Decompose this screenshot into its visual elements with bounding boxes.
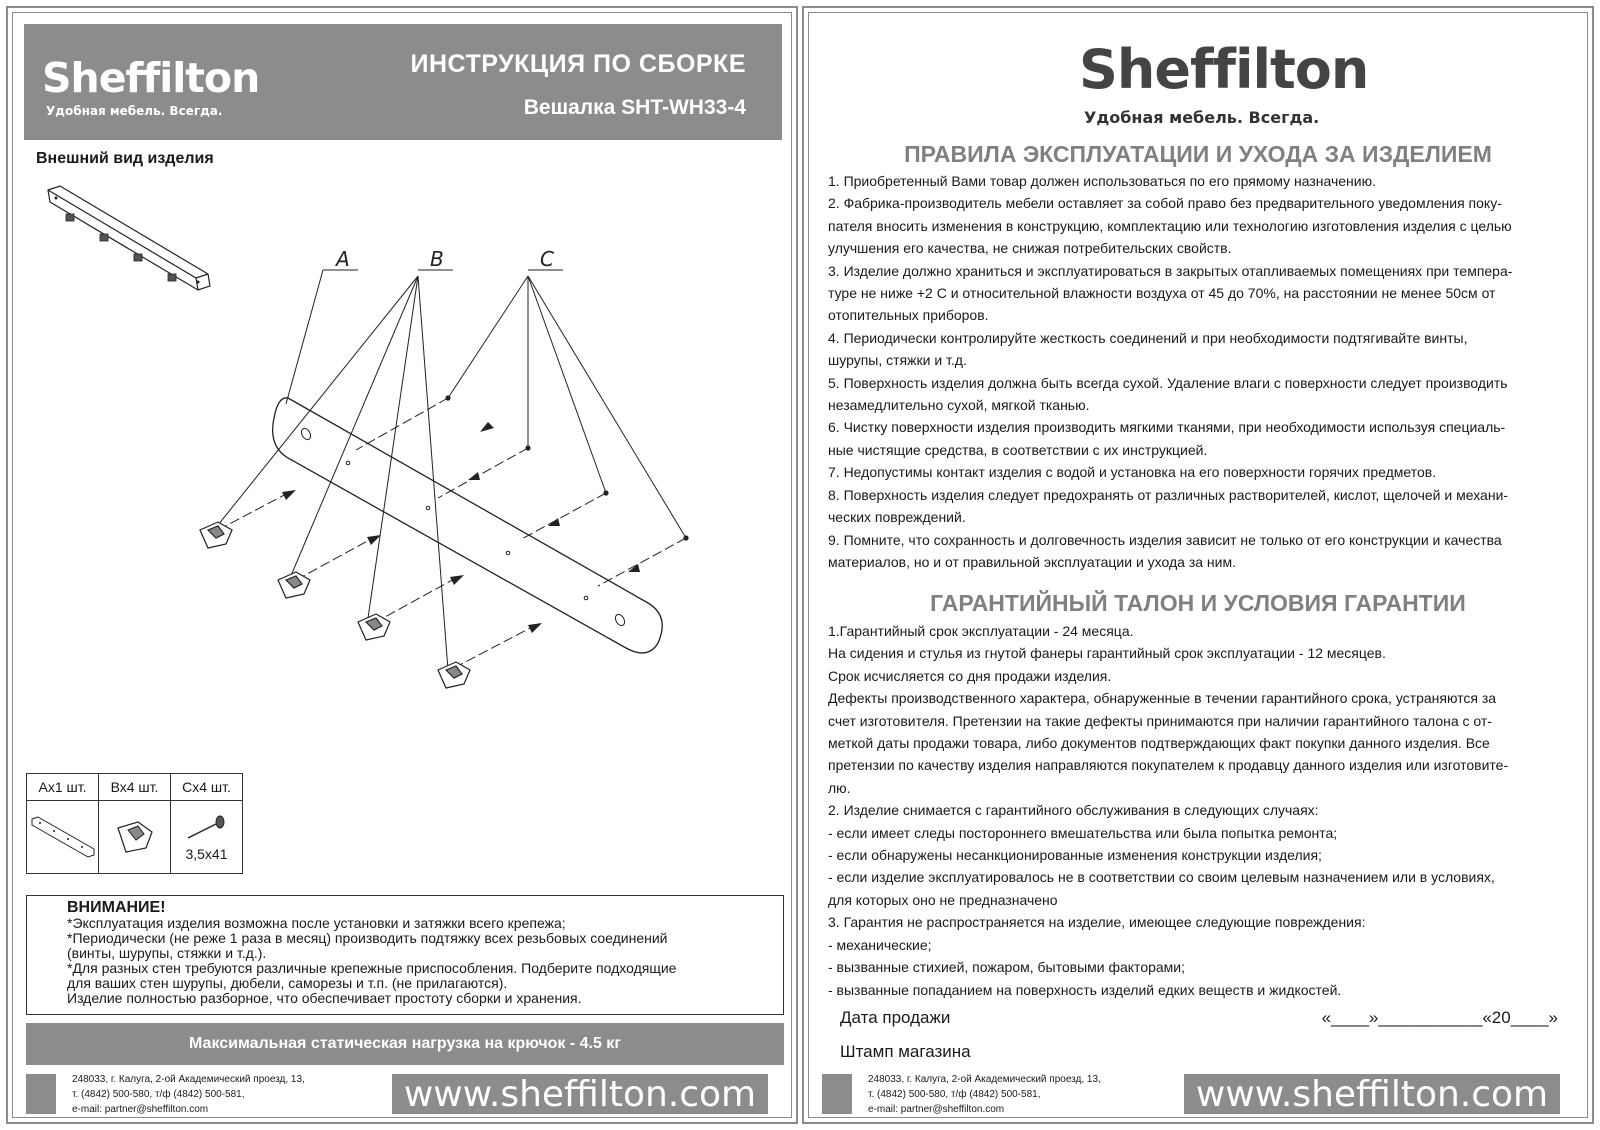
- footer-address: [868, 1072, 1101, 1117]
- rules-line: 9. Помните, что сохранность и долговечность изделия зависит не только от его конструкции и качества: [828, 531, 1502, 548]
- footer-square: [822, 1074, 852, 1114]
- parts-header-b: Вх4 шт.: [99, 774, 171, 801]
- rules-line: улучшения его качества, не снижая потребительских свойств.: [828, 240, 1232, 257]
- brand-logo: Sheffilton: [1079, 38, 1369, 101]
- footer-address: [72, 1072, 305, 1117]
- screw-part-c: [683, 535, 688, 540]
- screw-icon: [182, 814, 232, 844]
- screw-part-c: [445, 395, 450, 400]
- rules-line: пателя вносить изменения в конструкцию, комплектацию или технологию изготовления изделия с целью: [828, 217, 1512, 234]
- warranty-line: - если изделие эксплуатировалось не в соответствии со своим целевым назначением или в условиях,: [828, 869, 1495, 886]
- address-line: т. (4842) 500-580, т/ф (4842) 500-581,: [72, 1089, 245, 1100]
- callout-c: C: [540, 248, 554, 271]
- warranty-line: На сидения и стулья из гнутой фанеры гарантийный срок эксплуатации - 12 месяцев.: [828, 645, 1386, 662]
- rules-line: 1. Приобретенный Вами товар должен использоваться по его прямому назначению.: [828, 173, 1376, 189]
- warranty-line: - вызванные попаданием на поверхность изделий едких веществ и жидкостей.: [828, 981, 1342, 998]
- rules-line: отопительных приборов.: [828, 307, 989, 324]
- parts-table: [26, 773, 243, 874]
- board-part-a: [273, 398, 663, 653]
- rules-line: ные чистящие средства, в соответствии с их инструкцией.: [828, 441, 1208, 458]
- rules-line: 6. Чистку поверхности изделия производить мягкими тканями, при необходимости используя специаль-: [828, 419, 1506, 436]
- address-line: т. (4842) 500-580, т/ф (4842) 500-581,: [868, 1089, 1041, 1100]
- rules-line: 5. Поверхность изделия должна быть всегда сухой. Удаление влаги с поверхности следует производить: [828, 374, 1508, 391]
- rules-line: незамедлительно сухой, мягкой тканью.: [828, 397, 1090, 414]
- warranty-line: - вызванные стихией, пожаром, бытовыми факторами;: [828, 959, 1186, 976]
- hook-part-b: [278, 572, 310, 598]
- warranty-line: 1.Гарантийный срок эксплуатации - 24 месяца.: [828, 623, 1134, 639]
- rules-line: 4. Периодически контролируйте жесткость соединений и при необходимости подтягивайте винты,: [828, 329, 1468, 346]
- rules-list: [828, 170, 1570, 573]
- parts-header-c: Сх4 шт.: [171, 774, 243, 801]
- warranty-line: лю.: [828, 779, 851, 796]
- warranty-line: для которых оно не предназначено: [828, 891, 1058, 908]
- mini-hook: [134, 254, 142, 261]
- header-band: [24, 24, 782, 140]
- board-icon: [28, 811, 98, 861]
- hook-icon: [110, 816, 160, 856]
- rules-title: ПРАВИЛА ЭКСПЛУАТАЦИИ И УХОДА ЗА ИЗДЕЛИЕМ: [904, 141, 1492, 167]
- warranty-line: счет изготовителя. Претензии на такие дефекты принимаются при наличии гарантийного талона с от-: [828, 712, 1492, 729]
- warranty-line: 3. Гарантия не распространяется на изделие, имеющее следующие повреждения:: [828, 914, 1366, 931]
- rules-line: 7. Недопустимы контакт изделия с водой и установка на его поверхности горячих предметов.: [828, 464, 1437, 481]
- appearance-label: Внешний вид изделия: [36, 150, 214, 167]
- sale-date-label: Дата продажи: [840, 1008, 951, 1027]
- address-line: 248033, г. Калуга, 2-ой Академический проезд, 13,: [72, 1074, 305, 1085]
- product-model: Вешалка SHT-WH33-4: [523, 96, 746, 119]
- callout-b: B: [430, 248, 444, 271]
- rules-line: 8. Поверхность изделия следует предохранять от различных растворителей, кислот, щелочей и механи-: [828, 486, 1509, 503]
- mini-hook: [66, 214, 74, 221]
- warranty-line: Срок исчисляется со дня продажи изделия.: [828, 667, 1112, 684]
- attention-line: для ваших стен шурупы, дюбели, саморезы и т.п. (не прилагаются).: [67, 975, 508, 991]
- rules-line: 3. Изделие должно храниться и эксплуатироваться в закрытых отапливаемых помещениях при темпера-: [828, 262, 1513, 279]
- mini-hook: [168, 274, 176, 281]
- brand-tagline: Удобная мебель. Всегда.: [1084, 108, 1320, 127]
- screw-size: 3,5х41: [185, 845, 228, 862]
- warranty-line: - механические;: [828, 936, 932, 953]
- attention-line: *Периодически (не реже 1 раза в месяц) производить подтяжку всех резьбовых соединений: [67, 930, 668, 946]
- max-load-band: Максимальная статическая нагрузка на крючок - 4.5 кг: [26, 1023, 784, 1065]
- parts-cell-hook: [99, 801, 171, 874]
- rules-line: материалов, но и от правильной эксплуатации и ухода за ним.: [828, 553, 1236, 570]
- hook-part-b: [358, 614, 390, 640]
- care-warranty-page: [802, 6, 1594, 1124]
- parts-header-a: Ах1 шт.: [27, 774, 99, 801]
- screw-part-c: [525, 445, 530, 450]
- parts-cell-screw: [171, 801, 243, 874]
- address-line: e-mail: partner@sheffilton.com: [72, 1104, 209, 1115]
- address-line: e-mail: partner@sheffilton.com: [868, 1104, 1005, 1115]
- brand-tagline: Удобная мебель. Всегда.: [46, 104, 223, 118]
- website-link[interactable]: www.sheffilton.com: [1184, 1074, 1560, 1114]
- warranty-line: Дефекты производственного характера, обнаруженные в течении гарантийного срока, устраняются за: [828, 690, 1497, 707]
- warranty-line: - если обнаружены несанкционированные изменения конструкции изделия;: [828, 847, 1322, 864]
- hook-part-b: [438, 662, 470, 688]
- warranty-line: претензии по качеству изделия направляются покупателем к продавцу данного изделия или изготовите-: [828, 757, 1509, 774]
- rules-line: шурупы, стяжки и т.д.: [828, 352, 967, 369]
- warranty-line: 2. Изделие снимается с гарантийного обслуживания в следующих случаях:: [828, 802, 1319, 819]
- attention-line: *Эксплуатация изделия возможна после установки и затяжки всего крепежа;: [67, 915, 566, 931]
- address-line: 248033, г. Калуга, 2-ой Академический проезд, 13,: [868, 1074, 1101, 1085]
- rules-line: 2. Фабрика-производитель мебели оставляет за собой право без предварительного уведомления поку-: [828, 195, 1502, 212]
- assembly-instruction-page: [6, 6, 798, 1124]
- brand-logo: Sheffilton: [42, 54, 260, 102]
- rules-line: ческих повреждений.: [828, 509, 966, 526]
- warranty-title: ГАРАНТИЙНЫЙ ТАЛОН И УСЛОВИЯ ГАРАНТИИ: [930, 590, 1466, 616]
- warranty-line: - если имеет следы постороннего вмешательства или была попытка ремонта;: [828, 824, 1338, 841]
- rules-line: туре не ниже +2 С и относительной влажности воздуха от 45 до 70%, на расстоянии не менее 50см от: [828, 285, 1496, 302]
- website-link[interactable]: www.sheffilton.com: [392, 1074, 768, 1114]
- warranty-list: [828, 620, 1570, 1001]
- attention-title: ВНИМАНИЕ!: [67, 899, 166, 916]
- hook-part-b: [200, 522, 232, 548]
- attention-line: (винты, шурупы, стяжки и т.д.).: [67, 945, 267, 961]
- sale-date-field[interactable]: «____»___________«20____»: [1321, 1008, 1558, 1027]
- page-title: ИНСТРУКЦИЯ ПО СБОРКЕ: [410, 50, 746, 78]
- mini-hook: [100, 234, 108, 241]
- attention-line: Изделие полностью разборное, что обеспечивает простоту сборки и хранения.: [67, 990, 582, 1006]
- callout-a: A: [336, 248, 350, 271]
- screw-part-c: [603, 490, 608, 495]
- warranty-line: меткой даты продажи товара, либо документов подтверждающих факт покупки данного изделия. Все: [828, 735, 1490, 752]
- parts-cell-board: [27, 801, 99, 874]
- attention-line: *Для разных стен требуются различные крепежные приспособления. Подберите подходящие: [67, 960, 677, 976]
- attention-box: [26, 895, 784, 1015]
- footer-square: [26, 1074, 56, 1114]
- shop-stamp-label: Штамп магазина: [840, 1042, 971, 1061]
- assembly-diagram: [178, 248, 698, 708]
